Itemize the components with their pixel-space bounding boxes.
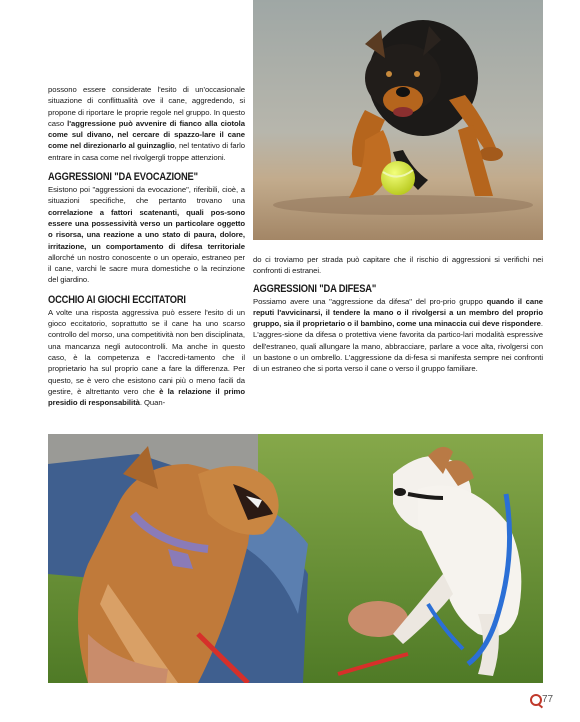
text-run: allorché un nostro conoscente o un operaio, estraneo per il cane, varchi le sacre mura domestiche o la recinzione del giardino. — [48, 252, 245, 285]
text-run: A volte una risposta aggressiva può essere l'esito di un gioco eccitatorio, soprattutto se il cane ha uno scarso controllo del morso, una competitività non ben disciplinata, una mancanza negli autocontrolli. Ma anche in questo caso, è la competenza e l'accredi-tamento che il proprietario ha sul proprio cane a fare la differenza. Per questo, se è vero che esistono cani più o meno facili da gestire, è altrettanto vero che — [48, 307, 245, 396]
difesa-paragraph — [253, 296, 543, 375]
two-dogs-photo — [48, 434, 543, 683]
left-text-column — [48, 84, 245, 408]
dog-with-ball-illustration — [253, 0, 543, 240]
bold-text-run: l'aggressione può avvenire di fianco alla ciotola come sul divano, nel cercare di spazzo-lare il cane come nel direzionarlo al guinzaglio — [48, 118, 245, 151]
dog-with-ball-photo — [253, 0, 543, 240]
tennis-ball-icon — [381, 161, 415, 195]
bold-text-run: è la relazione il primo presidio di responsabilità — [48, 386, 245, 408]
page-number-text: 77 — [542, 694, 554, 705]
text-run: Possiamo avere una "aggressione da difesa" del pro-prio gruppo — [253, 296, 487, 306]
text-run: possono essere considerate l'esito di un'occasionale situazione di conflittualità ove il cane, aggredendo, si propone di riportare le proprie regole nel gruppo. In questo caso — [48, 85, 245, 128]
bold-text-run: correlazione a fattori scatenanti, quali pos-sono essere una possessività verso un particolare oggetto o risorsa, una reazione a uno stato di paura, dolore, irritazione, un comportamento di difesa territoriale — [48, 207, 245, 251]
page-number — [530, 694, 556, 710]
text-run: do ci troviamo per strada può capitare che il rischio di aggressioni si verifichi nei confronti di estranei. — [253, 255, 543, 276]
text-run: Esistono poi "aggressioni da evocazione", riferibili, cioè, a situazioni specifiche, che pertanto trovano una — [48, 185, 245, 206]
heading-aggressioni-da-evocazione: AGGRESSIONI "DA EVOCAZIONE" — [48, 171, 198, 184]
bold-text-run: quando il cane reputi l'avvicinarsi, il tendere la mano o il rivolgersi a un membro del proprio gruppo, sia il proprietario o il bambino, come una minaccia cui deve rispondere — [253, 296, 543, 329]
heading-occhio-ai-giochi-eccitatori: OCCHIO AI GIOCHI ECCITATORI — [48, 293, 186, 306]
text-run: , nel tentativo di farlo entrare in casa come nel rivolgergli troppe attenzioni. — [48, 141, 245, 162]
magazine-logo-icon — [530, 694, 542, 706]
evocazione-paragraph — [48, 184, 245, 286]
two-dogs-illustration — [48, 434, 543, 683]
heading-aggressioni-da-difesa: AGGRESSIONI "DA DIFESA" — [253, 282, 377, 295]
right-text-column — [253, 254, 543, 375]
text-run: . L'aggres-sione da difesa o protettiva viene favorita da partico-lari modalità espressive dell'estraneo, quali allungare la mano, abbracciare, parlare a voce alta, rivolgersi con un bastone o un ombrello. L'aggressione da di-fesa si manifesta sempre nei confronti di un estraneo che si porta verso il cane o verso il gruppo familiare. — [253, 319, 543, 374]
eccitatori-paragraph — [48, 307, 245, 409]
continuation-paragraph — [253, 254, 543, 277]
intro-paragraph — [48, 84, 245, 163]
text-run: . Quan- — [139, 398, 166, 408]
